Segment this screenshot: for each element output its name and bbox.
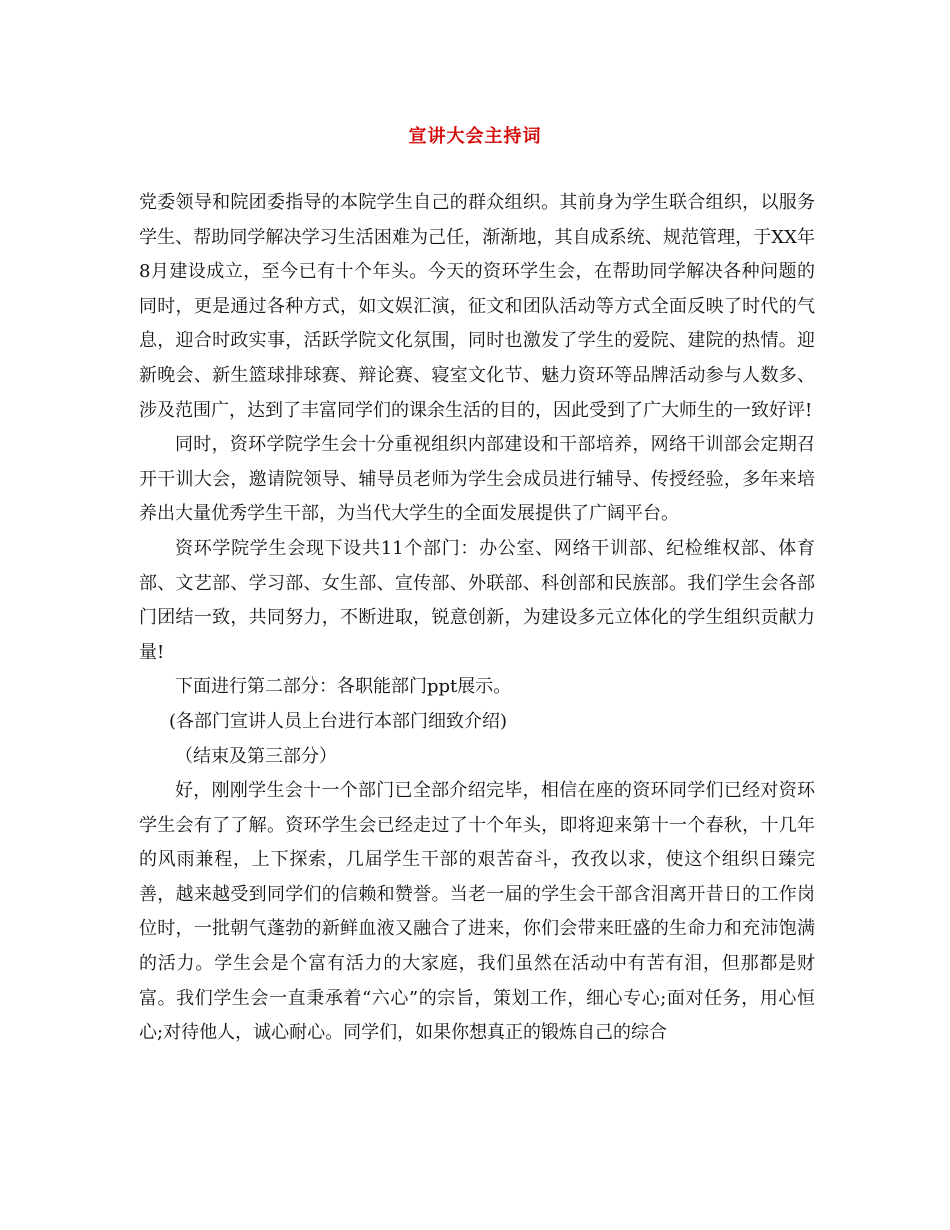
paragraph-intro: 党委领导和院团委指导的本院学生自己的群众组织。其前身为学生联合组织，以服务学生、帮助同学解决学习生活困难为己任，渐渐地，其自成系统、规范管理，于XX年8月建设成立，至今已有十个年头。今天的资环学生会，在帮助同学解决各种问题的同时，更是通过各种方式，如文娱汇演，征文和团队活动等方式全面反映了时代的气息，迎合时政实事，活跃学院文化氛围，同时也激发了学生的爱院、建院的热情。迎新晚会、新生篮球排球赛、辩论赛、寝室文化节、魅力资环等品牌活动参与人数多、涉及范围广，达到了丰富同学们的课余生活的目的，因此受到了广大师生的一致好评! [139,192,815,421]
paragraph-part-three: （结束及第三部分） [175,745,337,767]
paragraph-closing: 好，刚刚学生会十一个部门已全部介绍完毕，相信在座的资环同学们已经对资环学生会有了了解。资环学生会已经走过了十个年头，即将迎来第十一个春秋，十几年的风雨兼程，上下探索，几届学生干部的艰苦奋斗，孜孜以求，使这个组织日臻完善，越来越受到同学们的信赖和赞誉。当老一届的学生会干部含泪离开昔日的工作岗位时，一批朝气蓬勃的新鲜血液又融合了进来，你们会带来旺盛的生命力和充沛饱满的活力。学生会是个富有活力的大家庭，我们虽然在活动中有苦有泪，但那都是财富。我们学生会一直秉承着“六心”的宗旨，策划工作，细心专心;面对任务，用心恒心;对待他人，诚心耐心。同学们，如果你想真正的锻炼自己的综合 [139,780,815,1044]
paragraph-departments: 资环学院学生会现下设共11个部门：办公室、网络干训部、纪检维权部、体育部、文艺部、学习部、女生部、宣传部、外联部、科创部和民族部。我们学生会各部门团结一致，共同努力，不断进取，锐意创新，为建设多元立体化的学生组织贡献力量! [139,537,815,663]
paragraph-part-two: 下面进行第二部分：各职能部门ppt展示。 [175,676,512,698]
document-title: 宣讲大会主持词 [408,126,542,147]
paragraph-training: 同时，资环学院学生会十分重视组织内部建设和干部培养，网络干训部会定期召开干训大会，邀请院领导、辅导员老师为学生会成员进行辅导、传授经验，多年来培养出大量优秀学生干部，为当代大学生的全面发展提供了广阔平台。 [139,434,815,525]
paragraph-stage-note: (各部门宣讲人员上台进行本部门细致介绍) [169,710,508,732]
document-body [139,186,815,1051]
